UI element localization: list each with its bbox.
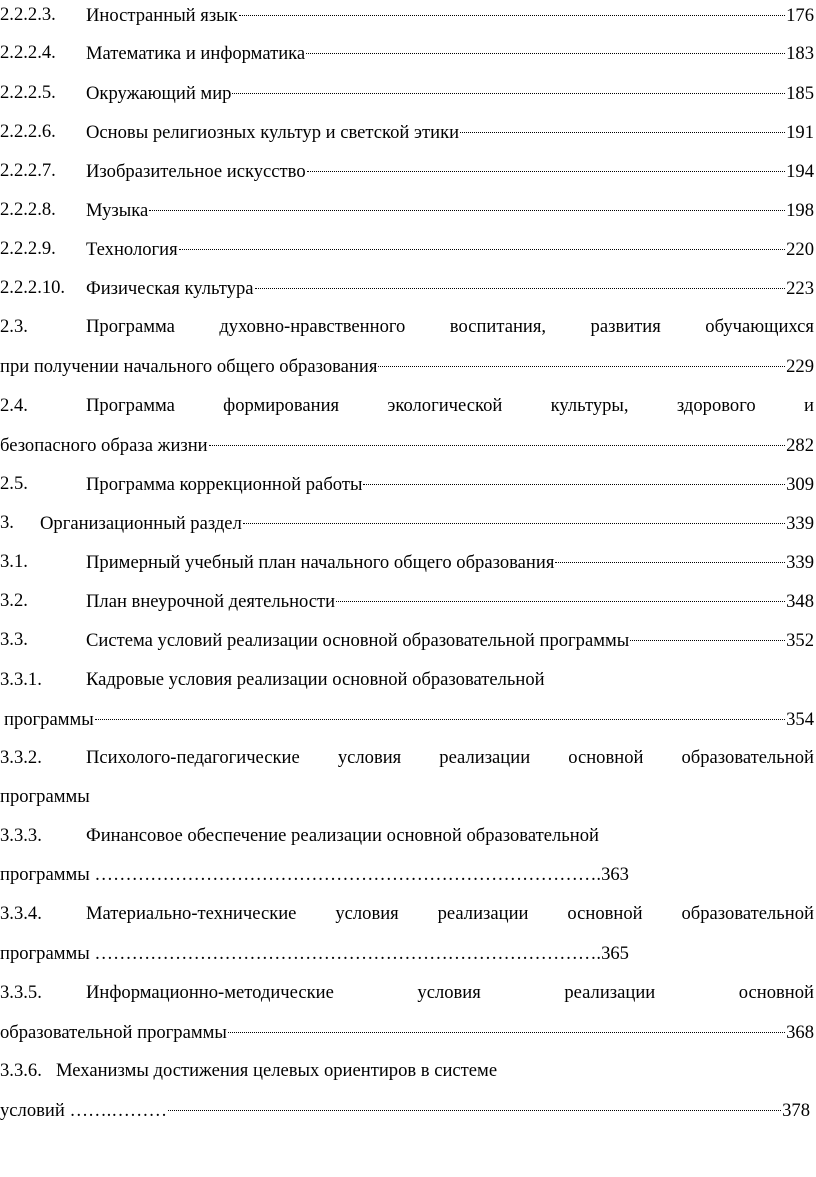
title-word: основной bbox=[568, 747, 644, 768]
entry-leader-row bbox=[86, 470, 814, 499]
entry-page: 185 bbox=[786, 83, 814, 104]
entry-page: 194 bbox=[786, 161, 814, 182]
title-word: реализации bbox=[439, 747, 531, 768]
dot-leader bbox=[239, 0, 785, 16]
toc-entry[interactable] bbox=[0, 979, 814, 1007]
entry-page: 191 bbox=[786, 122, 814, 143]
entry-title: Механизмы достижения целевых ориентиров в системе bbox=[56, 1060, 498, 1081]
entry-title: программы bbox=[4, 709, 94, 730]
toc-entry-continuation[interactable] bbox=[0, 940, 814, 968]
toc-entry-continuation[interactable] bbox=[0, 861, 814, 889]
toc-entry[interactable] bbox=[0, 587, 814, 615]
dot-leader bbox=[630, 621, 785, 641]
entry-title-line bbox=[86, 900, 814, 928]
entry-number: 3.3.2. bbox=[0, 747, 42, 768]
dot-leader bbox=[168, 1091, 781, 1111]
entry-number: 2.2.2.4. bbox=[0, 42, 56, 63]
entry-title: Изобразительное искусство bbox=[86, 161, 306, 182]
entry-number: 2.2.2.7. bbox=[0, 160, 56, 181]
entry-title-line bbox=[86, 313, 814, 341]
title-word: Материально-технические bbox=[86, 903, 297, 924]
dot-leader bbox=[228, 1013, 785, 1033]
entry-number: 2.2.2.3. bbox=[0, 4, 56, 25]
entry-number: 3.1. bbox=[0, 551, 28, 572]
entry-page: 282 bbox=[786, 435, 814, 456]
title-word: образовательной bbox=[681, 903, 814, 924]
toc-entry[interactable] bbox=[0, 900, 814, 928]
dot-leader bbox=[306, 34, 785, 54]
entry-leader-row bbox=[86, 118, 814, 147]
entry-leader-row bbox=[86, 548, 814, 577]
entry-page: 220 bbox=[786, 239, 814, 260]
entry-title: Кадровые условия реализации основной образовательной bbox=[86, 669, 545, 690]
toc-entry-continuation[interactable] bbox=[0, 431, 814, 459]
title-word: реализации bbox=[437, 903, 529, 924]
entry-number: 3.3.3. bbox=[0, 825, 42, 846]
toc-entry-continuation[interactable] bbox=[0, 352, 814, 380]
dot-leader bbox=[209, 426, 785, 446]
entry-title: Физическая культура bbox=[86, 278, 254, 299]
entry-title: Математика и информатика bbox=[86, 43, 306, 64]
dot-leader bbox=[149, 191, 785, 211]
entry-title: условий …….……… bbox=[0, 1100, 168, 1121]
dot-leader bbox=[307, 152, 785, 172]
toc-entry[interactable] bbox=[0, 1, 814, 29]
toc-entry[interactable] bbox=[0, 118, 814, 146]
entry-page: 368 bbox=[786, 1022, 814, 1043]
toc-entry[interactable] bbox=[0, 235, 814, 263]
entry-title-line bbox=[86, 744, 814, 772]
title-word: Программа bbox=[86, 395, 175, 416]
dot-leader bbox=[336, 582, 785, 602]
toc-entry[interactable] bbox=[0, 1057, 814, 1085]
dot-leader bbox=[378, 347, 785, 367]
dot-leader bbox=[255, 269, 786, 289]
entry-number: 3.3.4. bbox=[0, 903, 42, 924]
entry-title-line bbox=[86, 979, 814, 1007]
title-word: культуры, bbox=[550, 395, 629, 416]
entry-number: 2.2.2.9. bbox=[0, 238, 56, 259]
title-word: Информационно-методические bbox=[86, 982, 334, 1003]
entry-title: Финансовое обеспечение реализации основной образовательной bbox=[86, 825, 599, 846]
entry-title: Программа коррекционной работы bbox=[86, 474, 363, 495]
entry-number: 2.4. bbox=[0, 395, 28, 416]
entry-leader-row bbox=[40, 509, 814, 538]
entry-page: 348 bbox=[786, 591, 814, 612]
title-word: условия bbox=[337, 747, 402, 768]
title-word: духовно-нравственного bbox=[219, 316, 406, 337]
entry-title: образовательной программы bbox=[0, 1022, 227, 1043]
title-word: формирования bbox=[223, 395, 340, 416]
dot-leader bbox=[555, 543, 785, 563]
toc-entry[interactable] bbox=[0, 313, 814, 341]
entry-leader-row bbox=[4, 705, 814, 734]
toc-entry-continuation[interactable] bbox=[0, 1018, 814, 1046]
entry-title: Основы религиозных культур и светской этики bbox=[86, 122, 460, 143]
entry-leader-row bbox=[0, 431, 814, 460]
dot-leader bbox=[243, 504, 785, 524]
toc-entry[interactable] bbox=[0, 157, 814, 185]
title-word: условия bbox=[335, 903, 399, 924]
entry-title: Технология bbox=[86, 239, 178, 260]
toc-entry[interactable] bbox=[0, 470, 814, 498]
dot-leader bbox=[460, 113, 785, 133]
title-word: обучающихся bbox=[705, 316, 814, 337]
dot-leader bbox=[363, 465, 785, 485]
toc-entry[interactable] bbox=[0, 666, 814, 694]
entry-number: 2.2.2.10. bbox=[0, 277, 66, 298]
toc-entry[interactable] bbox=[0, 822, 814, 850]
entry-number: 2.5. bbox=[0, 473, 28, 494]
entry-number: 2.2.2.5. bbox=[0, 82, 56, 103]
entry-title: программы bbox=[0, 786, 90, 807]
entry-page: 378 bbox=[782, 1100, 810, 1121]
toc-entry[interactable] bbox=[0, 548, 814, 576]
toc-entry[interactable] bbox=[0, 626, 814, 654]
title-word: Программа bbox=[86, 316, 175, 337]
entry-leader-row bbox=[86, 157, 814, 186]
entry-leader-row bbox=[86, 587, 814, 616]
entry-page: 354 bbox=[786, 709, 814, 730]
entry-leader-row bbox=[86, 39, 814, 68]
entry-number: 3. bbox=[0, 512, 14, 533]
entry-page: 176 bbox=[786, 5, 814, 26]
entry-title: Система условий реализации основной образовательной программы bbox=[86, 630, 630, 651]
title-word: основной bbox=[738, 982, 814, 1003]
toc-entry-continuation[interactable] bbox=[0, 783, 814, 811]
entry-number: 3.2. bbox=[0, 590, 28, 611]
entry-leader-row bbox=[86, 196, 814, 225]
entry-number: 3.3.5. bbox=[0, 982, 42, 1003]
entry-page: 352 bbox=[786, 630, 814, 651]
title-word: развития bbox=[590, 316, 661, 337]
toc-entry[interactable] bbox=[0, 509, 814, 537]
entry-number: 3.3.1. bbox=[0, 669, 42, 690]
title-word: основной bbox=[567, 903, 643, 924]
dot-leader bbox=[232, 74, 785, 94]
entry-leader-row bbox=[0, 352, 814, 381]
entry-leader-row bbox=[86, 235, 814, 264]
entry-title: программы ……………………………………………………………………….363 bbox=[0, 864, 629, 885]
toc-entry[interactable] bbox=[0, 79, 814, 107]
entry-page: 198 bbox=[786, 200, 814, 221]
toc-entry-continuation[interactable] bbox=[0, 1096, 814, 1124]
entry-page: 223 bbox=[786, 278, 814, 299]
dot-leader bbox=[95, 700, 785, 720]
entry-leader-row bbox=[86, 79, 814, 108]
entry-title: программы ……………………………………………………………………….365 bbox=[0, 943, 629, 964]
entry-title: Музыка bbox=[86, 200, 149, 221]
title-word: образовательной bbox=[681, 747, 814, 768]
dot-leader bbox=[179, 230, 785, 250]
entry-number: 3.3. bbox=[0, 629, 28, 650]
title-word: экологической bbox=[387, 395, 503, 416]
entry-page: 339 bbox=[786, 513, 814, 534]
toc-entry[interactable] bbox=[0, 39, 814, 67]
entry-leader-row bbox=[86, 626, 814, 655]
entry-title: Примерный учебный план начального общего образования bbox=[86, 552, 555, 573]
entry-page: 309 bbox=[786, 474, 814, 495]
toc-entry[interactable] bbox=[0, 196, 814, 224]
entry-number: 2.2.2.6. bbox=[0, 121, 56, 142]
entry-leader-row bbox=[0, 1018, 814, 1047]
toc-entry-continuation[interactable] bbox=[0, 705, 814, 733]
title-word: здорового bbox=[676, 395, 756, 416]
title-word: и bbox=[803, 395, 814, 416]
entry-leader-row bbox=[86, 1, 814, 30]
toc-entry[interactable] bbox=[0, 392, 814, 420]
title-word: Психолого-педагогические bbox=[86, 747, 300, 768]
entry-title: при получении начального общего образования bbox=[0, 356, 378, 377]
title-word: условия bbox=[417, 982, 481, 1003]
entry-leader-row bbox=[0, 1096, 810, 1125]
entry-leader-row bbox=[86, 274, 814, 303]
entry-title-line bbox=[86, 392, 814, 420]
entry-title: План внеурочной деятельности bbox=[86, 591, 336, 612]
entry-page: 339 bbox=[786, 552, 814, 573]
title-word: воспитания, bbox=[449, 316, 547, 337]
entry-page: 229 bbox=[786, 356, 814, 377]
entry-number: 3.3.6. bbox=[0, 1060, 42, 1081]
toc-entry[interactable] bbox=[0, 274, 814, 302]
entry-title: Окружающий мир bbox=[86, 83, 232, 104]
toc-entry[interactable] bbox=[0, 744, 814, 772]
entry-number: 2.3. bbox=[0, 316, 28, 337]
entry-title: Организационный раздел bbox=[40, 513, 242, 534]
entry-number: 2.2.2.8. bbox=[0, 199, 56, 220]
title-word: реализации bbox=[564, 982, 656, 1003]
entry-title: безопасного образа жизни bbox=[0, 435, 208, 456]
entry-page: 183 bbox=[786, 43, 814, 64]
entry-title: Иностранный язык bbox=[86, 5, 238, 26]
